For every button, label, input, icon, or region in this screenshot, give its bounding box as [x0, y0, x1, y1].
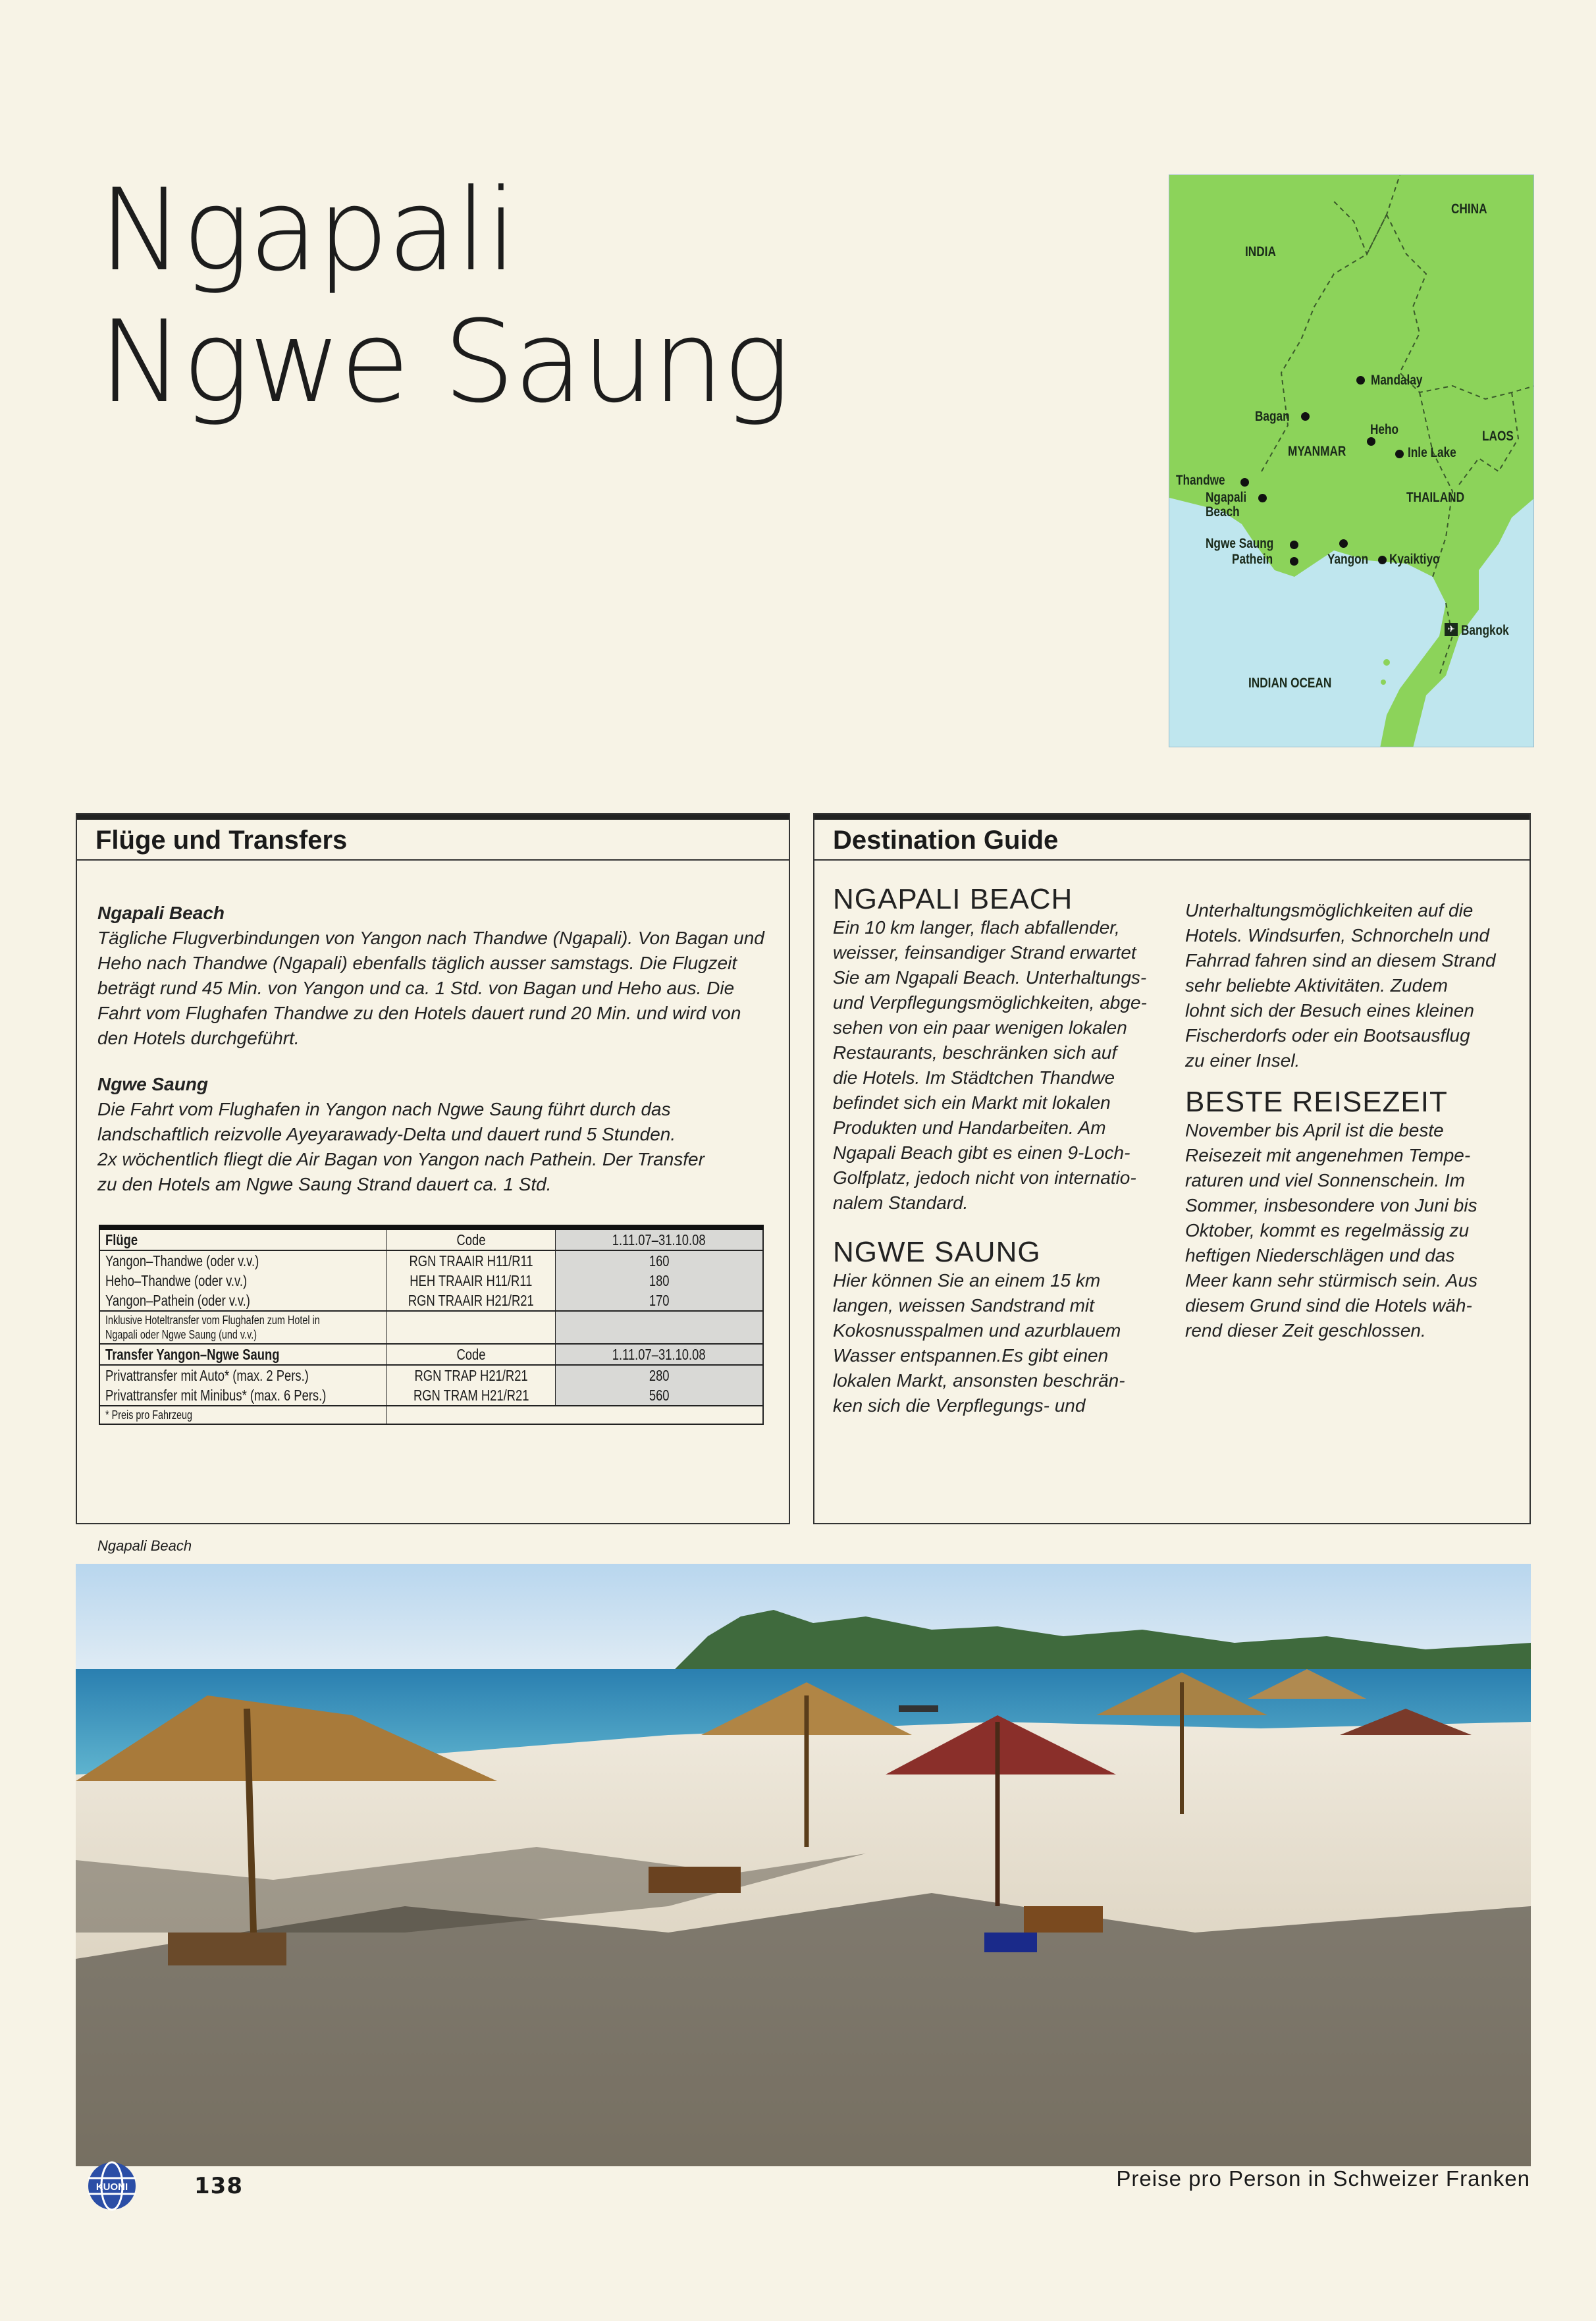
map-dot-mandalay [1356, 376, 1365, 385]
guide-line: weisser, feinsandiger Strand erwartet [833, 942, 1136, 963]
row-label: Heho–Thandwe (oder v.v.) [105, 1272, 248, 1289]
guide-line: nalem Standard. [833, 1192, 969, 1213]
title-line-1: Ngapali [99, 164, 516, 296]
map-label-heho: Heho [1370, 422, 1399, 437]
guide-line: rend dieser Zeit geschlossen. [1185, 1320, 1426, 1341]
guide-line: Restaurants, beschränken sich auf [833, 1042, 1117, 1063]
map-dot-ngapali [1258, 494, 1267, 502]
guide-column-2 [1185, 898, 1528, 1343]
flights-heading: Flüge und Transfers [77, 814, 789, 861]
map-label-pathein: Pathein [1232, 552, 1273, 567]
logo-text: KUONI [95, 2181, 128, 2193]
price-note: Preise pro Person in Schweizer Franken [1116, 2166, 1530, 2191]
row-code: RGN TRAP H21/R21 [414, 1367, 528, 1384]
map-label-myanmar: MYANMAR [1288, 444, 1346, 459]
guide-line: Hotels. Windsurfen, Schnorcheln und [1185, 925, 1489, 946]
flights-ngwe-line: landschaftlich reizvolle Ayeyarawady-Delta und dauert rund 5 Stunden. [97, 1124, 676, 1144]
table-header-code: Code [456, 1231, 486, 1248]
guide-line: Sommer, insbesondere von Juni bis [1185, 1195, 1477, 1215]
chair-1 [1024, 1906, 1103, 1933]
flights-ngapali-line: Tägliche Flugverbindungen von Yangon nach Thandwe (Ngapali). Von Bagan und [97, 928, 764, 948]
flights-ngwe-line: 2x wöchentlich fliegt die Air Bagan von Yangon nach Pathein. Der Transfer [97, 1149, 705, 1169]
page-title [99, 165, 789, 428]
map-dot-thandwe [1240, 478, 1249, 487]
guide-line: diesem Grund sind die Hotels wäh- [1185, 1295, 1472, 1316]
row-label: Yangon–Thandwe (oder v.v.) [105, 1252, 259, 1269]
map-dot-kyaiktiyo [1378, 556, 1387, 564]
table-footnote-row [99, 1406, 763, 1424]
row-code: RGN TRAM H21/R21 [413, 1387, 529, 1404]
guide-line: Fahrrad fahren sind an diesem Strand [1185, 950, 1496, 971]
flights-ngwe-heading: Ngwe Saung [97, 1074, 209, 1094]
guide-line: Fischerdorfs oder ein Bootsausflug [1185, 1025, 1470, 1046]
map-label-thandwe: Thandwe [1176, 473, 1225, 488]
table-row [99, 1250, 763, 1271]
map-dot-ngwe-saung [1290, 541, 1298, 549]
guide-line: ken sich die Verpflegungs- und [833, 1395, 1086, 1416]
row-price: 280 [649, 1367, 670, 1384]
table-row [99, 1271, 763, 1291]
beach-photo [76, 1564, 1531, 2166]
guide-line: sehr beliebte Aktivitäten. Zudem [1185, 975, 1448, 996]
flights-ngwe-line: zu den Hotels am Ngwe Saung Strand dauert ca. 1 Std. [97, 1174, 552, 1194]
guide-line: November bis April ist die beste [1185, 1120, 1444, 1140]
row-label: Privattransfer mit Auto* (max. 2 Pers.) [105, 1367, 309, 1384]
guide-line: Hier können Sie an einem 15 km [833, 1270, 1101, 1291]
guide-line: Sie am Ngapali Beach. Unterhaltungs- [833, 967, 1147, 988]
guide-heading: Destination Guide [814, 814, 1530, 861]
guide-line: Ein 10 km langer, flach abfallender, [833, 917, 1120, 938]
row-code: RGN TRAAIR H11/R11 [409, 1252, 533, 1269]
row-code: HEH TRAAIR H11/R11 [410, 1272, 533, 1289]
map-label-laos: LAOS [1482, 429, 1514, 444]
guide-ngwe-heading: NGWE SAUNG [833, 1236, 1041, 1268]
price-table [99, 1225, 764, 1425]
guide-season-heading: BESTE REISEZEIT [1185, 1086, 1448, 1118]
map-label-yangon: Yangon [1327, 552, 1369, 567]
guide-line: Meer kann sehr stürmisch sein. Aus [1185, 1270, 1478, 1291]
table-header-period: 1.11.07–31.10.08 [612, 1346, 706, 1363]
guide-ngapali-heading: NGAPALI BEACH [833, 883, 1073, 915]
flights-ngapali-line: den Hotels durchgeführt. [97, 1028, 300, 1048]
guide-line: Golfplatz, jedoch nicht von internatio- [833, 1167, 1136, 1188]
guide-line: Produkten und Handarbeiten. Am [833, 1117, 1106, 1138]
table-row [99, 1291, 763, 1311]
map-dot-yangon [1339, 539, 1348, 548]
guide-line: zu einer Insel. [1185, 1050, 1300, 1071]
table-header-label: Flüge [105, 1231, 138, 1248]
guide-line: Unterhaltungsmöglichkeiten auf die [1185, 900, 1474, 920]
table-header-row [99, 1344, 763, 1365]
guide-line: sehen von ein paar wenigen lokalen [833, 1017, 1127, 1038]
flights-ngapali-line: Heho nach Thandwe (Ngapali) ebenfalls täglich ausser samstags. Die Flugzeit [97, 953, 737, 973]
guide-line: befindet sich ein Markt mit lokalen [833, 1092, 1111, 1113]
beach-illustration [76, 1564, 1531, 2166]
guide-line: und Verpflegungsmöglichkeiten, abge- [833, 992, 1147, 1013]
chair-2 [984, 1933, 1037, 1952]
guide-line: Kokosnusspalmen und azurblauem [833, 1320, 1121, 1341]
photo-caption: Ngapali Beach [97, 1537, 192, 1554]
row-price: 170 [649, 1292, 670, 1309]
guide-line: heftigen Niederschlägen und das [1185, 1245, 1455, 1266]
guide-line: Reisezeit mit angenehmen Tempe- [1185, 1145, 1471, 1165]
flights-ngapali-heading: Ngapali Beach [97, 903, 225, 923]
map-label-ngapali: Ngapali [1206, 490, 1247, 505]
flights-ngwe-section [97, 1072, 769, 1197]
shadow-1 [76, 1893, 1531, 2166]
row-code: RGN TRAAIR H21/R21 [408, 1292, 534, 1309]
map-dot-pathein [1290, 557, 1298, 566]
map-label-mandalay: Mandalay [1371, 373, 1423, 388]
table-note-row [99, 1311, 763, 1344]
map-label-beach: Beach [1206, 504, 1240, 520]
map-inner-sea [1380, 570, 1426, 629]
table-note-line: Inklusive Hoteltransfer vom Flughafen zum Hotel in [105, 1314, 320, 1327]
map-dot-bagan [1301, 412, 1310, 421]
guide-line: Wasser entspannen.Es gibt einen [833, 1345, 1109, 1366]
map-label-thailand: THAILAND [1406, 490, 1465, 505]
table-row [99, 1365, 763, 1385]
map-dot-heho [1367, 437, 1375, 446]
map-label-kyaiktiyo: Kyaiktiyo [1389, 552, 1440, 567]
map-island-2 [1381, 680, 1386, 685]
map-label-ocean: INDIAN OCEAN [1248, 676, 1332, 691]
map-land [1169, 175, 1534, 747]
map-label-bagan: Bagan [1255, 409, 1290, 424]
table-header-label: Transfer Yangon–Ngwe Saung [105, 1346, 280, 1363]
row-price: 160 [649, 1252, 670, 1269]
map-dot-inle [1395, 450, 1404, 458]
title-line-2: Ngwe Saung [99, 296, 789, 428]
row-label: Yangon–Pathein (oder v.v.) [105, 1292, 250, 1309]
map-label-india: INDIA [1245, 244, 1276, 259]
guide-line: Ngapali Beach gibt es einen 9-Loch- [833, 1142, 1130, 1163]
guide-line: Oktober, kommt es regelmässig zu [1185, 1220, 1470, 1241]
flights-ngapali-line: beträgt rund 45 Min. von Yangon und ca. 1 Std. von Bagan und Heho aus. Die [97, 978, 735, 998]
table-header-period: 1.11.07–31.10.08 [612, 1231, 706, 1248]
guide-column-1 [833, 884, 1175, 1418]
kuoni-logo [86, 2160, 138, 2212]
guide-line: langen, weissen Sandstrand mit [833, 1295, 1094, 1316]
guide-line: raturen und viel Sonnenschein. Im [1185, 1170, 1465, 1190]
map-label-bangkok: Bangkok [1461, 623, 1509, 638]
airplane-icon: ✈ [1445, 623, 1458, 636]
row-label: Privattransfer mit Minibus* (max. 6 Pers.) [105, 1387, 327, 1404]
guide-line: lokalen Markt, ansonsten beschrän- [833, 1370, 1125, 1391]
table-header-code: Code [456, 1346, 486, 1363]
row-price: 560 [649, 1387, 670, 1404]
map-label-inle: Inle Lake [1408, 445, 1456, 460]
table-header-row [99, 1227, 763, 1250]
table-footnote: * Preis pro Fahrzeug [105, 1408, 193, 1422]
flights-ngapali-line: Fahrt vom Flughafen Thandwe zu den Hotels dauert rund 20 Min. und wird von [97, 1003, 741, 1023]
flights-ngwe-line: Die Fahrt vom Flughafen in Yangon nach Ngwe Saung führt durch das [97, 1099, 671, 1119]
table-row [99, 1385, 763, 1406]
page-number: 138 [194, 2173, 243, 2199]
table-note-line: Ngapali oder Ngwe Saung (und v.v.) [105, 1328, 257, 1341]
map-graphic [1169, 175, 1534, 747]
map-label-ngwe-saung: Ngwe Saung [1206, 536, 1274, 551]
chair-4 [168, 1933, 286, 1965]
chair-3 [649, 1867, 741, 1893]
map-label-china: CHINA [1451, 201, 1487, 217]
guide-line: lohnt sich der Besuch eines kleinen [1185, 1000, 1474, 1021]
flights-ngapali-section [97, 901, 769, 1051]
guide-line: die Hotels. Im Städtchen Thandwe [833, 1067, 1115, 1088]
map-island-1 [1383, 659, 1390, 666]
boat [899, 1705, 938, 1712]
row-price: 180 [649, 1272, 670, 1289]
region-map [1169, 174, 1534, 747]
